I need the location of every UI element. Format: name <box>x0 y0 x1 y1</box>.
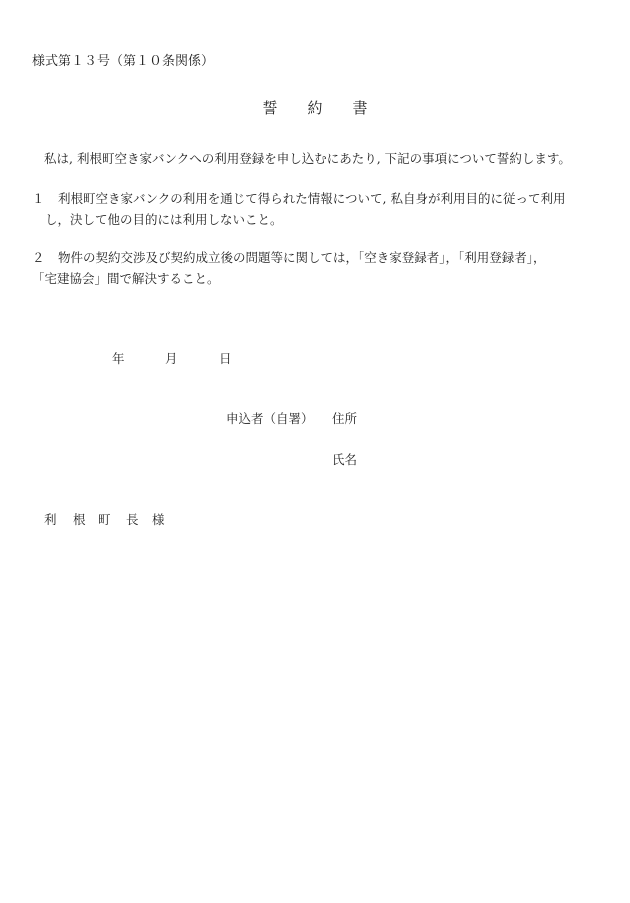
item-text-line1: 利根町空き家バンクの利用を通じて得られた情報について, 私自身が利用目的に従って利用 <box>58 191 566 206</box>
addressee-char-5: 様 <box>152 512 165 527</box>
item-text-line1: 物件の契約交渉及び契約成立後の問題等に関しては，「空き家登録者」，「利用登録者」， <box>58 250 546 265</box>
addressee-char-2: 根 <box>73 512 86 527</box>
title-char-1: 誓 <box>262 99 278 117</box>
form-number: 様式第１３号（第１０条関係） <box>32 54 215 69</box>
title-char-3: 書 <box>352 99 368 117</box>
addressee-char-3: 町 <box>98 512 111 527</box>
item-number: ２ <box>32 250 45 265</box>
document-title <box>0 97 630 118</box>
address-label: 住所 <box>332 411 358 426</box>
addressee-char-1: 利 <box>44 512 57 527</box>
name-label: 氏名 <box>332 452 358 467</box>
title-char-2: 約 <box>307 99 323 117</box>
item-number: １ <box>32 191 45 206</box>
applicant-label: 申込者（自署） <box>226 411 314 426</box>
item-text-line2: し，決して他の目的には利用しないこと。 <box>45 212 283 227</box>
date-month-label: 月 <box>165 351 178 366</box>
pledge-item-2 <box>32 247 607 291</box>
pledge-item-1 <box>32 188 607 232</box>
date-year-label: 年 <box>112 351 125 366</box>
date-day-label: 日 <box>219 351 232 366</box>
intro-paragraph: 私は, 利根町空き家バンクへの利用登録を申し込むにあたり, 下記の事項について誓約します。 <box>44 151 571 166</box>
addressee-char-4: 長 <box>126 512 139 527</box>
item-text-line2: 「宅建協会」間で解決すること。 <box>32 271 220 286</box>
